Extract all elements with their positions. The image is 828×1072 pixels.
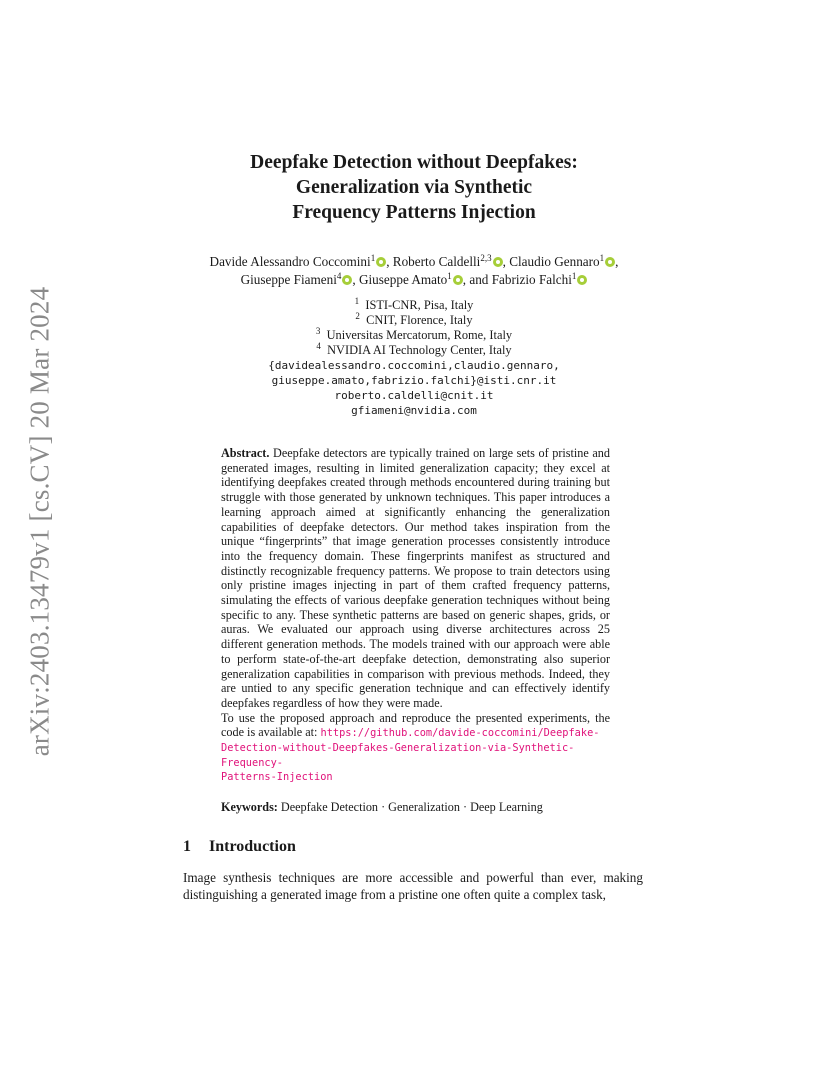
section-heading [183, 838, 296, 856]
author-name: Fabrizio Falchi [491, 272, 572, 287]
code-link-continued[interactable]: Detection-without-Deepfakes-Generalization-via-Synthetic-Frequency- [221, 742, 575, 769]
orcid-icon[interactable] [493, 257, 503, 267]
title-line-2: Generalization via Synthetic [295, 177, 533, 198]
author-line-1: Davide Alessandro Coccomini$^1$ , Roberto Caldelli$^{2,3}$ , Claudio Gennaro$^1$ , [209, 253, 619, 269]
affiliation-number: 4 [316, 341, 321, 351]
email-line: {davidealessandro.coccomini,claudio.gennaro, [268, 359, 560, 372]
author-affiliation-mark: 1 [599, 253, 605, 263]
keywords-text: Deepfake Detection · Generalization · Deep Learning [280, 800, 543, 814]
affiliation-text: Universitas Mercatorum, Rome, Italy [326, 328, 513, 342]
author-line-2: Giuseppe Fiameni$^4$ , Giuseppe Amato$^1$ , and Fabrizio Falchi$^1$ [0, 271, 828, 289]
email-line: giuseppe.amato,fabrizio.falchi}@isti.cnr.it [271, 374, 557, 387]
affiliation-text: CNIT, Florence, Italy [366, 313, 473, 327]
code-availability [221, 711, 610, 741]
abstract-paragraph [221, 446, 610, 711]
author-name: Davide Alessandro Coccomini [209, 254, 371, 269]
email-line: gfiameni@nvidia.com [351, 404, 477, 417]
affiliation [0, 343, 828, 358]
title-line-3: Frequency Patterns Injection [292, 202, 536, 223]
author-name: Giuseppe Amato [358, 272, 448, 287]
section-title: Introduction [209, 838, 296, 855]
abstract-text: Deepfake detectors are typically trained on large sets of pristine and generated images, resulting in limited generalization capacity; they excel at identifying deepfakes created through methods encountered during training but struggle with those generated by unknown techniques. This paper introduces a learning approach aimed at significantly enhancing the generalization capabilities of deepfake detectors. Our method takes inspiration from the unique “fingerprints” that image generation processes consistently introduce into the frequency domain. These fingerprints manifest as structured and distinctly recognizable frequency patterns. We propose to train detectors using only pristine images injecting in part of them crafted frequency patterns, simulating the effects of various deepfake generation techniques without being specific to any. These synthetic patterns are based on generic shapes, grids, or auras. We evaluated our approach using diverse architectures across 25 different generation methods. The models trained with our approach were able to perform state-of-the-art deepfake detection, demonstrating also superior generalization capabilities in comparison with previous methods. Indeed, they are untied to any specific generation technique and can effectively identify deepfakes regardless of how they were made. [221, 446, 610, 710]
orcid-icon[interactable] [605, 257, 615, 267]
orcid-icon[interactable] [376, 257, 386, 267]
affiliation [0, 313, 828, 328]
keywords-label: Keywords: [221, 800, 278, 814]
author-name: Roberto Caldelli [392, 254, 481, 269]
email-line: roberto.caldelli@cnit.it [334, 389, 494, 402]
author-affiliation-mark: 2,3 [480, 253, 492, 263]
author-list [0, 253, 828, 289]
code-link-continued[interactable]: Patterns-Injection [221, 771, 333, 784]
arxiv-identifier-text: arXiv:2403.13479v1 [cs.CV] 20 Mar 2024 [24, 286, 55, 756]
affiliation-text: NVIDIA AI Technology Center, Italy [327, 343, 512, 357]
affiliation-number: 3 [315, 326, 321, 336]
intro-paragraph: Image synthesis techniques are more accessible and powerful than ever, making distinguishing a generated image from a pristine one often quite a complex task, [183, 870, 643, 902]
section-number: 1 [183, 838, 191, 855]
author-affiliation-mark: 1 [571, 271, 577, 281]
author-affiliation-mark: 4 [336, 271, 342, 281]
code-link[interactable]: https://github.com/davide-coccomini/Deepfake- [320, 727, 600, 740]
affiliation [0, 328, 828, 343]
affiliations-block [0, 298, 828, 418]
orcid-icon[interactable] [453, 275, 463, 285]
author-name: Claudio Gennaro [509, 254, 600, 269]
author-name: Giuseppe Fiameni [240, 272, 337, 287]
orcid-icon[interactable] [577, 275, 587, 285]
title-line-1: Deepfake Detection without Deepfakes: [250, 152, 578, 173]
keywords-block [221, 800, 621, 815]
affiliation [0, 298, 828, 313]
abstract-label: Abstract. [221, 446, 270, 460]
orcid-icon[interactable] [342, 275, 352, 285]
paper-title [0, 150, 828, 225]
affiliation-number: 2 [355, 311, 360, 321]
author-affiliation-mark: 1 [447, 271, 452, 281]
affiliation-number: 1 [354, 296, 360, 306]
code-availability-text: To use the proposed approach and reproduce the presented experiments, the code is available at: [221, 710, 610, 740]
affiliation-text: ISTI-CNR, Pisa, Italy [365, 298, 474, 312]
abstract-block [221, 446, 610, 785]
author-affiliation-mark: 1 [370, 253, 376, 263]
